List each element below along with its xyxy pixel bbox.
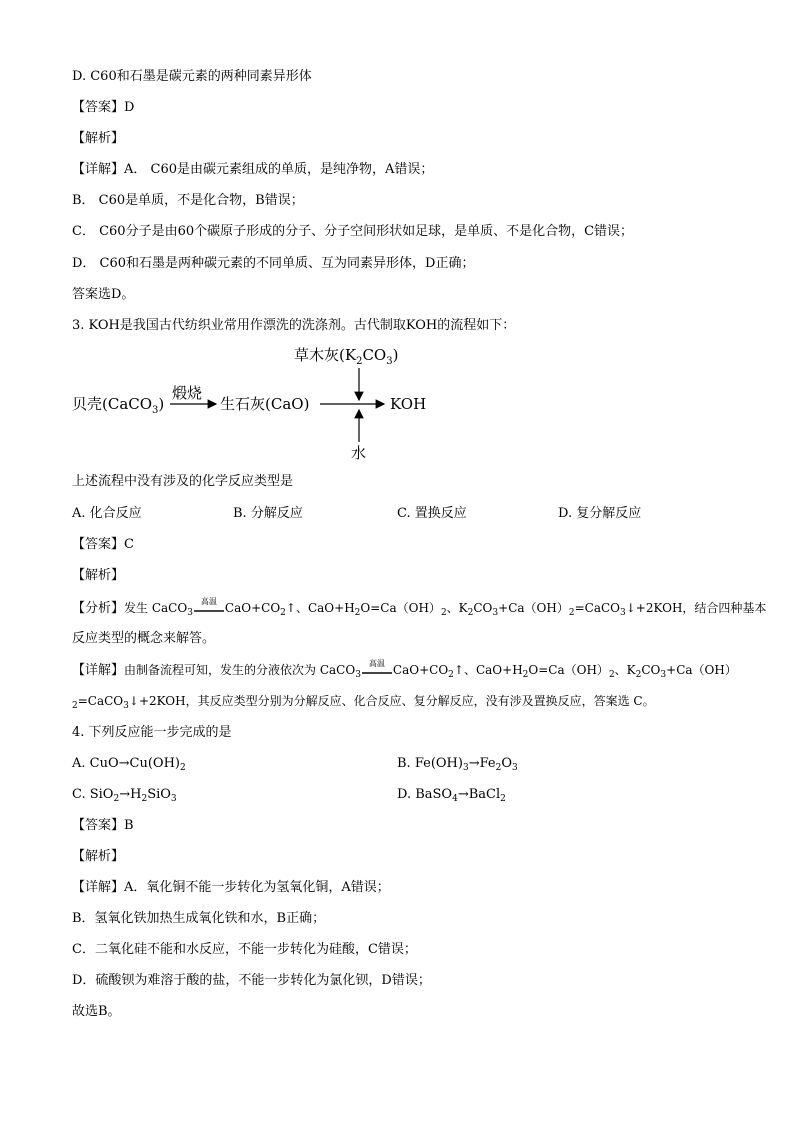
flow-product-label: KOH (390, 395, 427, 413)
q3-fenxi: 【分析】发生 CaCO$_3$ 高温 $CaO+CO_2↑$、$CaO+H_2O=Ca(OH)_2$、$K_2CO_3+Ca(OH)_2=CaCO_3↓+2KOH$，结合四种基本 (72, 597, 767, 618)
flow-ash-label: 草木灰$(K_2CO_3)$ (294, 346, 399, 367)
flow-shell-label: 贝壳(CaCO$_3$) (72, 395, 165, 416)
q2-option-d: D. C60和石墨是碳元素的两种同素异形体 (72, 69, 312, 84)
high-temp-condition: 高温 (194, 599, 224, 617)
q4-stem: 4. 下列反应能一步完成的是 (72, 725, 232, 740)
q4-option-c: C. $SiO_2\to H_2SiO_3$ (72, 787, 177, 804)
q4-option-d: D. BaSO$_4$→BaCl$_2$ (397, 787, 506, 804)
q2-detail-a: 【详解】A． C60是由碳元素组成的单质，是纯净物，A错误； (72, 162, 434, 177)
q3-fenxi-line2: 反应类型的概念来解答。 (72, 631, 216, 646)
q4-conclusion: 故选B。 (72, 1004, 121, 1019)
q4-detail-c: C．二氧化硅不能和水反应，不能一步转化为硅酸，C错误； (72, 942, 417, 957)
q3-stem: 3. KOH是我国古代纺织业常用作漂洗的洗涤剂。古代制取KOH的流程如下： (72, 318, 516, 333)
q4-analysis-heading: 【解析】 (72, 849, 125, 864)
q4-detail-a: 【详解】A．氧化铜不能一步转化为氢氧化铜，A错误； (72, 880, 390, 895)
q2-answer: 【答案】D (72, 100, 135, 115)
q2-analysis-heading: 【解析】 (72, 131, 125, 146)
q4-option-b: B. $Fe(OH)_3\to Fe_2O_3$ (397, 756, 518, 773)
q3-option-a: A. 化合反应 (72, 506, 142, 521)
q4-option-a: A. $CuO\to Cu(OH)_2$ (72, 756, 186, 773)
q2-detail-d: D． C60和石墨是两种碳元素的不同单质、互为同素异形体，D正确； (72, 256, 475, 271)
q3-option-d: D. 复分解反应 (558, 506, 642, 521)
high-temp-condition-2: 高温 (362, 661, 392, 679)
flow-lime-label: 生石灰(CaO) (220, 395, 310, 413)
q3-flow-diagram (70, 338, 450, 468)
q4-answer: 【答案】B (72, 818, 134, 833)
q3-detail: 【详解】由制备流程可知，发生的分液依次为 CaCO$_3$ 高温 $CaO+CO_2↑$、$CaO+H_2O=Ca(OH)_2$、$K_2CO_3+Ca(OH)$ (72, 659, 737, 680)
q4-detail-b: B．氢氧化铁加热生成氧化铁和水，B正确； (72, 911, 326, 926)
q2-detail-c: C． C60分子是由60个碳原子形成的分子、分子空间形状如足球，是单质、不是化合物，C错误； (72, 224, 634, 239)
flow-water-label: 水 (351, 444, 367, 462)
q3-question: 上述流程中没有涉及的化学反应类型是 (72, 474, 294, 489)
q4-detail-d: D．硫酸钡为难溶于酸的盐，不能一步转化为氯化钡，D错误； (72, 973, 431, 988)
q3-option-c: C. 置换反应 (397, 506, 467, 521)
q2-detail-b: B． C60是单质，不是化合物，B错误； (72, 193, 304, 208)
q2-conclusion: 答案选D。 (72, 287, 135, 302)
q3-analysis-heading: 【解析】 (72, 568, 125, 583)
q3-detail-line2: $_2$=CaCO$_3$↓+2KOH，其反应类型分别为分解反应、化合反应、复分解反应，没有涉及置换反应，答案选 C。 (72, 694, 655, 711)
q3-option-b: B. 分解反应 (233, 506, 303, 521)
flow-calcine-label: 煅烧 (172, 384, 203, 402)
q3-answer: 【答案】C (72, 537, 134, 552)
